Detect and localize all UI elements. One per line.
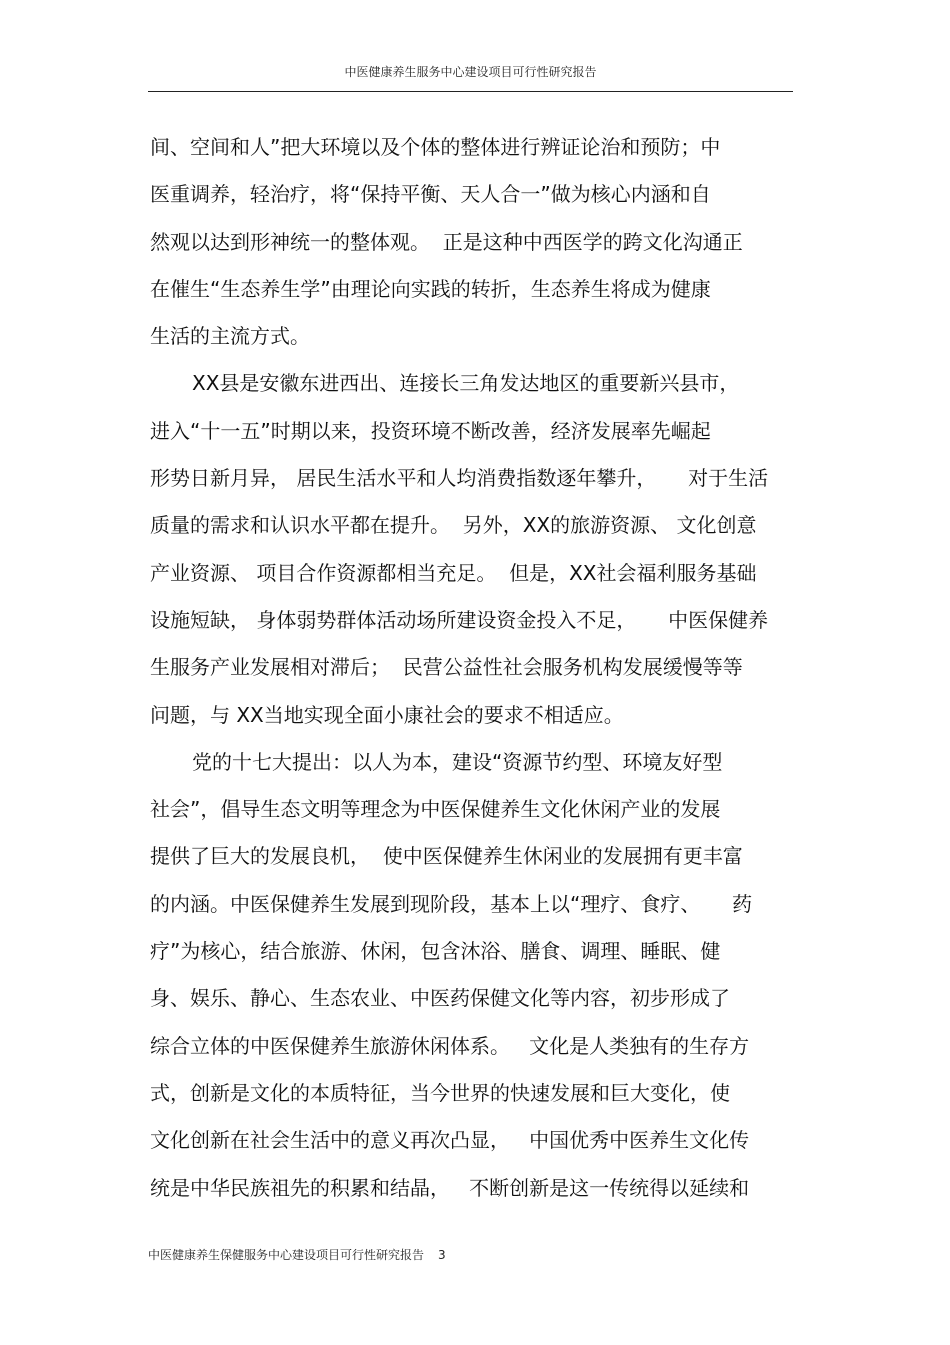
text-line: 生活的主流方式。	[150, 324, 310, 349]
text-line: 间、空间和人”把大环境以及个体的整体进行辨证论治和预防；中	[150, 135, 721, 159]
text-line: 党的十七大提出：以人为本，建设“资源节约型、环境友好型	[192, 749, 723, 774]
text-line: 式，创新是文化的本质特征，当今世界的快速发展和巨大变化，使	[150, 1080, 730, 1105]
text-line: 综合立体的中医保健养生旅游休闲体系。 文化是人类独有的生存方	[150, 1033, 750, 1058]
text-line: 形势日新月异， 居民生活水平和人均消费指数逐年攀升， 对于生活	[150, 466, 769, 491]
header-divider	[148, 91, 793, 92]
text-line: 文化创新在社会生活中的意义再次凸显， 中国优秀中医养生文化传	[150, 1128, 750, 1153]
text-line: 疗”为核心，结合旅游、休闲，包含沐浴、膳食、调理、睡眠、健	[150, 939, 721, 964]
text-line: 在催生“生态养生学”由理论向实践的转折，生态养生将成为健康	[150, 276, 711, 301]
text-line: 质量的需求和认识水平都在提升。 另外，XX的旅游资源、 文化创意	[150, 513, 757, 538]
body-text	[150, 131, 795, 1219]
text-line: 产业资源、 项目合作资源都相当充足。 但是，XX社会福利服务基础	[150, 560, 757, 585]
footer-title: 中医健康养生保健服务中心建设项目可行性研究报告	[148, 1248, 425, 1262]
text-line: 社会”，倡导生态文明等理念为中医保健养生文化休闲产业的发展	[150, 797, 721, 822]
page-number: 3	[438, 1248, 446, 1262]
text-line: 设施短缺， 身体弱势群体活动场所建设资金投入不足， 中医保健养	[150, 607, 769, 632]
text-line: XX县是安徽东进西出、连接长三角发达地区的重要新兴县市，	[192, 371, 740, 396]
running-footer	[148, 1247, 446, 1263]
text-line: 提供了巨大的发展良机， 使中医保健养生休闲业的发展拥有更丰富	[150, 844, 743, 869]
text-line: 统是中华民族祖先的积累和结晶， 不断创新是这一传统得以延续和	[150, 1175, 750, 1200]
text-line: 问题，与 XX当地实现全面小康社会的要求不相适应。	[150, 702, 624, 727]
text-line: 医重调养，轻治疗，将“保持平衡、天人合一”做为核心内涵和自	[150, 182, 711, 207]
text-line: 生服务产业发展相对滞后； 民营公益性社会服务机构发展缓慢等等	[150, 655, 743, 680]
running-header: 中医健康养生服务中心建设项目可行性研究报告	[344, 65, 597, 79]
text-line: 的内涵。中医保健养生发展到现阶段，基本上以“理疗、食疗、 药	[150, 891, 753, 916]
text-line: 进入“十一五”时期以来，投资环境不断改善，经济发展率先崛起	[150, 418, 711, 443]
text-line: 然观以达到形神统一的整体观。 正是这种中西医学的跨文化沟通正	[150, 229, 743, 254]
text-line: 身、娱乐、静心、生态农业、中医药保健文化等内容，初步形成了	[150, 986, 730, 1011]
